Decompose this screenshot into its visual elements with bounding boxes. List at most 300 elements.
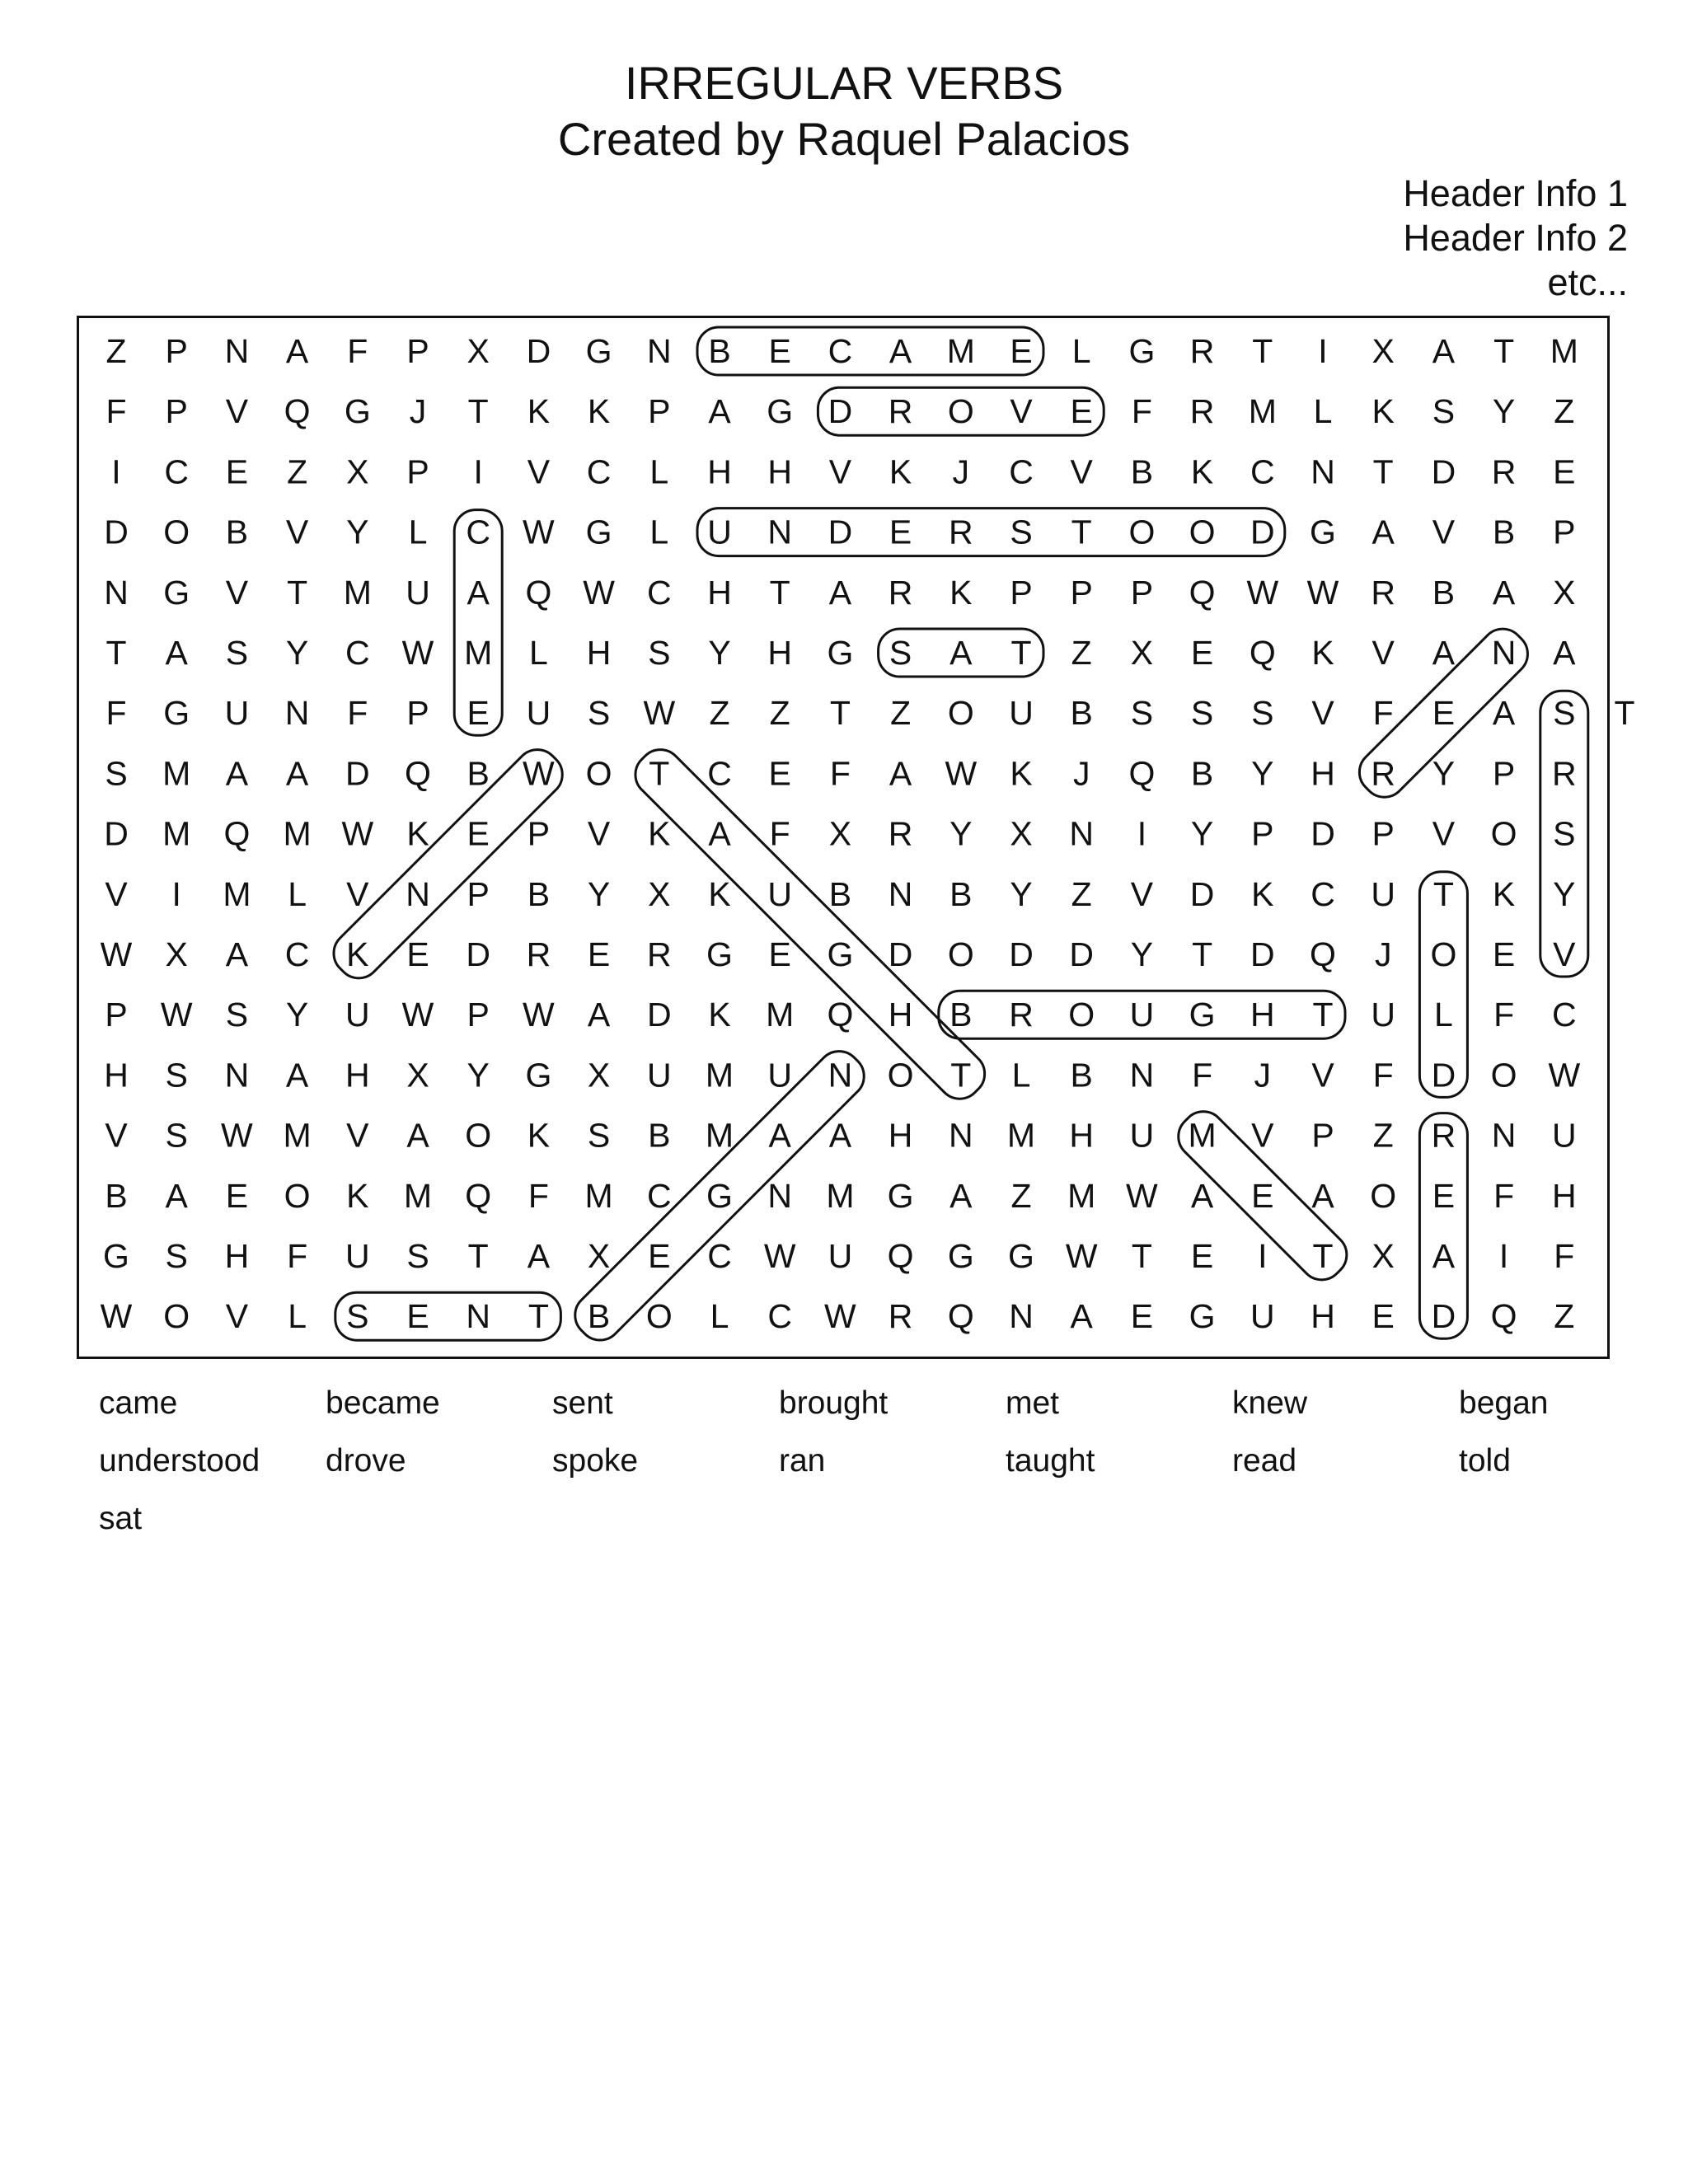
- grid-cell[interactable]: V: [1553, 935, 1576, 973]
- grid-cell[interactable]: K: [1010, 754, 1033, 793]
- grid-cell[interactable]: F: [1131, 392, 1152, 431]
- grid-cell[interactable]: R: [646, 935, 672, 973]
- grid-cell[interactable]: O: [163, 1297, 190, 1336]
- grid-cell[interactable]: N: [948, 1116, 973, 1155]
- grid-cell[interactable]: Q: [1310, 935, 1336, 973]
- grid-cell[interactable]: R: [1371, 754, 1396, 793]
- grid-cell[interactable]: Z: [1372, 1116, 1394, 1155]
- grid-cell[interactable]: P: [165, 332, 188, 370]
- grid-cell[interactable]: P: [105, 996, 128, 1034]
- grid-cell[interactable]: B: [950, 874, 973, 913]
- grid-cell[interactable]: I: [1258, 1237, 1268, 1275]
- grid-cell[interactable]: J: [409, 392, 427, 431]
- grid-cell[interactable]: M: [162, 754, 191, 793]
- grid-cell[interactable]: D: [1311, 814, 1335, 853]
- grid-cell[interactable]: O: [1430, 935, 1457, 973]
- grid-cell[interactable]: P: [1251, 814, 1274, 853]
- grid-cell[interactable]: S: [1553, 694, 1576, 733]
- grid-cell[interactable]: N: [466, 1297, 491, 1336]
- grid-cell[interactable]: Q: [223, 814, 251, 853]
- grid-cell[interactable]: V: [225, 573, 249, 612]
- grid-cell[interactable]: E: [467, 694, 490, 733]
- grid-cell[interactable]: L: [408, 513, 428, 551]
- grid-cell[interactable]: U: [828, 1237, 853, 1275]
- grid-cell[interactable]: W: [1246, 573, 1279, 612]
- grid-cell[interactable]: E: [1372, 1297, 1395, 1336]
- grid-cell[interactable]: P: [406, 452, 429, 491]
- grid-cell[interactable]: S: [1432, 392, 1456, 431]
- grid-cell[interactable]: E: [225, 452, 249, 491]
- grid-cell[interactable]: V: [1311, 1056, 1334, 1094]
- grid-cell[interactable]: Z: [1554, 1297, 1575, 1336]
- grid-cell[interactable]: N: [767, 1176, 793, 1215]
- grid-cell[interactable]: W: [643, 694, 676, 733]
- grid-cell[interactable]: V: [346, 874, 369, 913]
- grid-cell[interactable]: S: [105, 754, 128, 793]
- grid-cell[interactable]: B: [950, 996, 973, 1034]
- grid-cell[interactable]: C: [164, 452, 190, 491]
- grid-cell[interactable]: N: [1069, 814, 1095, 853]
- grid-cell[interactable]: G: [1189, 1297, 1216, 1336]
- grid-cell[interactable]: A: [950, 634, 973, 672]
- grid-cell[interactable]: L: [288, 874, 307, 913]
- grid-cell[interactable]: Y: [950, 814, 973, 853]
- grid-cell[interactable]: R: [888, 1297, 913, 1336]
- grid-cell[interactable]: B: [1070, 694, 1093, 733]
- grid-cell[interactable]: M: [584, 1176, 613, 1215]
- grid-cell[interactable]: V: [225, 392, 249, 431]
- grid-cell[interactable]: D: [1431, 452, 1456, 491]
- grid-cell[interactable]: B: [1432, 573, 1456, 612]
- grid-cell[interactable]: D: [466, 935, 491, 973]
- grid-cell[interactable]: P: [165, 392, 188, 431]
- grid-cell[interactable]: F: [1493, 996, 1515, 1034]
- grid-cell[interactable]: D: [104, 814, 129, 853]
- grid-cell[interactable]: E: [406, 1297, 429, 1336]
- grid-cell[interactable]: W: [523, 996, 555, 1034]
- grid-cell[interactable]: S: [225, 996, 249, 1034]
- grid-cell[interactable]: A: [285, 1056, 309, 1094]
- grid-cell[interactable]: M: [766, 996, 795, 1034]
- grid-cell[interactable]: C: [646, 573, 672, 612]
- grid-cell[interactable]: Q: [465, 1176, 492, 1215]
- grid-cell[interactable]: W: [100, 1297, 133, 1336]
- grid-cell[interactable]: Y: [1432, 754, 1456, 793]
- grid-cell[interactable]: E: [467, 814, 490, 853]
- grid-cell[interactable]: R: [888, 392, 913, 431]
- grid-cell[interactable]: R: [1009, 996, 1034, 1034]
- grid-cell[interactable]: O: [1128, 513, 1156, 551]
- grid-cell[interactable]: F: [347, 694, 368, 733]
- grid-cell[interactable]: U: [646, 1056, 672, 1094]
- grid-cell[interactable]: V: [1130, 874, 1154, 913]
- grid-cell[interactable]: M: [1188, 1116, 1217, 1155]
- grid-cell[interactable]: N: [1129, 1056, 1155, 1094]
- grid-cell[interactable]: K: [708, 874, 731, 913]
- grid-cell[interactable]: U: [1009, 694, 1034, 733]
- grid-cell[interactable]: A: [1432, 1237, 1456, 1275]
- grid-cell[interactable]: I: [1318, 332, 1328, 370]
- grid-cell[interactable]: M: [946, 332, 975, 370]
- grid-cell[interactable]: K: [527, 392, 551, 431]
- grid-cell[interactable]: N: [646, 332, 672, 370]
- grid-cell[interactable]: G: [585, 513, 612, 551]
- grid-cell[interactable]: C: [1250, 452, 1275, 491]
- grid-cell[interactable]: P: [467, 996, 490, 1034]
- grid-cell[interactable]: B: [467, 754, 490, 793]
- grid-cell[interactable]: S: [346, 1297, 369, 1336]
- grid-cell[interactable]: U: [1129, 1116, 1155, 1155]
- grid-cell[interactable]: O: [1490, 814, 1517, 853]
- grid-cell[interactable]: R: [526, 935, 551, 973]
- grid-cell[interactable]: E: [1492, 935, 1516, 973]
- grid-cell[interactable]: T: [106, 634, 127, 672]
- grid-cell[interactable]: O: [465, 1116, 492, 1155]
- grid-cell[interactable]: G: [163, 694, 190, 733]
- grid-cell[interactable]: V: [1432, 814, 1456, 853]
- grid-cell[interactable]: A: [285, 332, 309, 370]
- grid-cell[interactable]: C: [707, 1237, 732, 1275]
- grid-cell[interactable]: D: [1189, 874, 1215, 913]
- grid-cell[interactable]: K: [1190, 452, 1214, 491]
- grid-cell[interactable]: Y: [1251, 754, 1274, 793]
- grid-cell[interactable]: R: [948, 513, 973, 551]
- grid-cell[interactable]: H: [1551, 1176, 1577, 1215]
- grid-cell[interactable]: E: [1130, 1297, 1154, 1336]
- grid-cell[interactable]: S: [587, 694, 611, 733]
- grid-cell[interactable]: O: [163, 513, 190, 551]
- grid-cell[interactable]: E: [225, 1176, 249, 1215]
- grid-cell[interactable]: N: [1491, 634, 1517, 672]
- grid-cell[interactable]: K: [406, 814, 429, 853]
- grid-cell[interactable]: X: [406, 1056, 429, 1094]
- grid-cell[interactable]: K: [648, 814, 671, 853]
- grid-cell[interactable]: P: [467, 874, 490, 913]
- grid-cell[interactable]: H: [1311, 1297, 1335, 1336]
- grid-cell[interactable]: R: [1189, 332, 1215, 370]
- grid-cell[interactable]: J: [952, 452, 970, 491]
- grid-cell[interactable]: B: [648, 1116, 671, 1155]
- grid-cell[interactable]: S: [1251, 694, 1274, 733]
- grid-cell[interactable]: U: [1250, 1297, 1275, 1336]
- grid-cell[interactable]: V: [527, 452, 551, 491]
- grid-cell[interactable]: A: [406, 1116, 429, 1155]
- grid-cell[interactable]: X: [648, 874, 671, 913]
- grid-cell[interactable]: Z: [1554, 392, 1575, 431]
- grid-cell[interactable]: G: [706, 1176, 733, 1215]
- grid-cell[interactable]: T: [1312, 996, 1334, 1034]
- grid-cell[interactable]: O: [284, 1176, 311, 1215]
- grid-cell[interactable]: E: [1251, 1176, 1274, 1215]
- grid-cell[interactable]: V: [285, 513, 309, 551]
- grid-cell[interactable]: P: [406, 332, 429, 370]
- grid-cell[interactable]: W: [401, 634, 434, 672]
- grid-cell[interactable]: M: [162, 814, 191, 853]
- grid-cell[interactable]: S: [889, 634, 912, 672]
- grid-cell[interactable]: M: [826, 1176, 855, 1215]
- grid-cell[interactable]: R: [1431, 1116, 1456, 1155]
- grid-cell[interactable]: D: [104, 513, 129, 551]
- grid-cell[interactable]: T: [1131, 1237, 1152, 1275]
- grid-cell[interactable]: C: [646, 1176, 672, 1215]
- grid-cell[interactable]: Q: [284, 392, 311, 431]
- grid-cell[interactable]: T: [1071, 513, 1092, 551]
- grid-cell[interactable]: Q: [1128, 754, 1156, 793]
- grid-cell[interactable]: A: [1492, 694, 1516, 733]
- grid-cell[interactable]: U: [1371, 996, 1396, 1034]
- grid-cell[interactable]: N: [224, 1056, 250, 1094]
- grid-cell[interactable]: N: [1491, 1116, 1517, 1155]
- word-search-grid[interactable]: [77, 316, 1635, 1359]
- grid-cell[interactable]: W: [100, 935, 133, 973]
- grid-cell[interactable]: I: [473, 452, 483, 491]
- grid-cell[interactable]: M: [705, 1056, 734, 1094]
- grid-cell[interactable]: J: [1374, 935, 1392, 973]
- grid-cell[interactable]: T: [829, 694, 851, 733]
- grid-cell[interactable]: P: [1070, 573, 1093, 612]
- grid-cell[interactable]: G: [525, 1056, 552, 1094]
- grid-cell[interactable]: C: [466, 513, 491, 551]
- grid-cell[interactable]: C: [1009, 452, 1034, 491]
- grid-cell[interactable]: X: [1130, 634, 1154, 672]
- grid-cell[interactable]: K: [708, 996, 731, 1034]
- grid-cell[interactable]: B: [225, 513, 249, 551]
- grid-cell[interactable]: Y: [1492, 392, 1516, 431]
- grid-cell[interactable]: V: [225, 1297, 249, 1336]
- grid-cell[interactable]: V: [1432, 513, 1456, 551]
- grid-cell[interactable]: E: [587, 935, 611, 973]
- grid-cell[interactable]: Z: [709, 694, 730, 733]
- grid-cell[interactable]: T: [467, 392, 489, 431]
- grid-cell[interactable]: F: [1493, 1176, 1515, 1215]
- grid-cell[interactable]: W: [401, 996, 434, 1034]
- grid-cell[interactable]: X: [1553, 573, 1576, 612]
- grid-cell[interactable]: W: [824, 1297, 856, 1336]
- grid-cell[interactable]: A: [889, 754, 912, 793]
- grid-cell[interactable]: I: [171, 874, 181, 913]
- grid-cell[interactable]: A: [285, 754, 309, 793]
- grid-cell[interactable]: E: [1553, 452, 1576, 491]
- grid-cell[interactable]: G: [706, 935, 733, 973]
- grid-cell[interactable]: A: [527, 1237, 551, 1275]
- grid-cell[interactable]: A: [1311, 1176, 1334, 1215]
- grid-cell[interactable]: P: [648, 392, 671, 431]
- grid-cell[interactable]: P: [1311, 1116, 1334, 1155]
- grid-cell[interactable]: B: [1492, 513, 1516, 551]
- grid-cell[interactable]: R: [1491, 452, 1517, 491]
- grid-cell[interactable]: F: [829, 754, 851, 793]
- grid-cell[interactable]: W: [1306, 573, 1339, 612]
- letter-grid[interactable]: [79, 318, 1635, 1357]
- grid-cell[interactable]: T: [1192, 935, 1213, 973]
- grid-cell[interactable]: Q: [827, 996, 854, 1034]
- grid-cell[interactable]: N: [1311, 452, 1335, 491]
- grid-cell[interactable]: W: [1065, 1237, 1098, 1275]
- grid-cell[interactable]: Q: [1249, 634, 1276, 672]
- grid-cell[interactable]: B: [527, 874, 551, 913]
- grid-cell[interactable]: O: [1370, 1176, 1397, 1215]
- grid-cell[interactable]: Q: [525, 573, 552, 612]
- grid-cell[interactable]: P: [406, 694, 429, 733]
- grid-cell[interactable]: G: [1128, 332, 1156, 370]
- grid-cell[interactable]: A: [950, 1176, 973, 1215]
- grid-cell[interactable]: P: [1010, 573, 1033, 612]
- grid-cell[interactable]: A: [1492, 573, 1516, 612]
- grid-cell[interactable]: K: [346, 935, 369, 973]
- grid-cell[interactable]: O: [585, 754, 612, 793]
- grid-cell[interactable]: I: [1137, 814, 1147, 853]
- grid-cell[interactable]: W: [1548, 1056, 1581, 1094]
- grid-cell[interactable]: N: [406, 874, 430, 913]
- grid-cell[interactable]: W: [341, 814, 374, 853]
- grid-cell[interactable]: F: [769, 814, 790, 853]
- grid-cell[interactable]: E: [768, 754, 791, 793]
- grid-cell[interactable]: N: [224, 332, 250, 370]
- grid-cell[interactable]: Q: [1189, 573, 1216, 612]
- grid-cell[interactable]: N: [828, 1056, 853, 1094]
- grid-cell[interactable]: Y: [467, 1056, 490, 1094]
- grid-cell[interactable]: X: [1010, 814, 1033, 853]
- grid-cell[interactable]: Y: [1130, 935, 1154, 973]
- grid-cell[interactable]: A: [1372, 513, 1395, 551]
- grid-cell[interactable]: L: [1011, 1056, 1031, 1094]
- grid-cell[interactable]: T: [950, 1056, 972, 1094]
- grid-cell[interactable]: X: [587, 1056, 611, 1094]
- grid-cell[interactable]: O: [947, 392, 974, 431]
- grid-cell[interactable]: G: [103, 1237, 129, 1275]
- grid-cell[interactable]: O: [1189, 513, 1216, 551]
- grid-cell[interactable]: E: [1432, 1176, 1456, 1215]
- grid-cell[interactable]: C: [767, 1297, 793, 1336]
- grid-cell[interactable]: Y: [1190, 814, 1214, 853]
- grid-cell[interactable]: C: [828, 332, 853, 370]
- grid-cell[interactable]: W: [221, 1116, 253, 1155]
- grid-cell[interactable]: G: [163, 573, 190, 612]
- grid-cell[interactable]: U: [767, 874, 793, 913]
- grid-cell[interactable]: V: [587, 814, 611, 853]
- grid-cell[interactable]: D: [828, 513, 853, 551]
- grid-cell[interactable]: G: [1310, 513, 1336, 551]
- grid-cell[interactable]: O: [645, 1297, 673, 1336]
- grid-cell[interactable]: A: [225, 754, 249, 793]
- grid-cell[interactable]: K: [527, 1116, 551, 1155]
- grid-cell[interactable]: Z: [287, 452, 308, 491]
- grid-cell[interactable]: X: [828, 814, 852, 853]
- grid-cell[interactable]: T: [1312, 1237, 1334, 1275]
- grid-cell[interactable]: S: [1553, 814, 1576, 853]
- grid-cell[interactable]: P: [1492, 754, 1516, 793]
- grid-cell[interactable]: B: [1070, 1056, 1093, 1094]
- grid-cell[interactable]: R: [888, 814, 913, 853]
- grid-cell[interactable]: Q: [947, 1297, 974, 1336]
- grid-cell[interactable]: A: [828, 573, 852, 612]
- grid-cell[interactable]: E: [1190, 634, 1214, 672]
- grid-cell[interactable]: S: [1190, 694, 1214, 733]
- grid-cell[interactable]: O: [1068, 996, 1095, 1034]
- grid-cell[interactable]: Y: [1010, 874, 1033, 913]
- grid-cell[interactable]: F: [1372, 694, 1394, 733]
- grid-cell[interactable]: G: [887, 1176, 914, 1215]
- grid-cell[interactable]: F: [1554, 1237, 1575, 1275]
- grid-cell[interactable]: V: [1010, 392, 1033, 431]
- grid-cell[interactable]: G: [585, 332, 612, 370]
- grid-cell[interactable]: Z: [106, 332, 127, 370]
- grid-cell[interactable]: E: [889, 513, 912, 551]
- grid-cell[interactable]: F: [528, 1176, 549, 1215]
- grid-cell[interactable]: H: [767, 452, 793, 491]
- grid-cell[interactable]: Q: [887, 1237, 914, 1275]
- grid-cell[interactable]: F: [1192, 1056, 1213, 1094]
- grid-cell[interactable]: H: [104, 1056, 129, 1094]
- grid-cell[interactable]: S: [225, 634, 249, 672]
- grid-cell[interactable]: I: [1498, 1237, 1509, 1275]
- grid-cell[interactable]: D: [888, 935, 913, 973]
- grid-cell[interactable]: C: [284, 935, 310, 973]
- grid-cell[interactable]: T: [1010, 634, 1032, 672]
- grid-cell[interactable]: M: [223, 874, 251, 913]
- grid-cell[interactable]: B: [1190, 754, 1214, 793]
- grid-cell[interactable]: A: [165, 634, 188, 672]
- grid-cell[interactable]: D: [828, 392, 853, 431]
- grid-cell[interactable]: S: [648, 634, 671, 672]
- grid-cell[interactable]: S: [165, 1056, 188, 1094]
- grid-cell[interactable]: M: [1067, 1176, 1096, 1215]
- grid-cell[interactable]: R: [1551, 754, 1577, 793]
- grid-cell[interactable]: K: [950, 573, 973, 612]
- grid-cell[interactable]: O: [1490, 1056, 1517, 1094]
- grid-cell[interactable]: G: [767, 392, 794, 431]
- grid-cell[interactable]: Z: [1071, 634, 1092, 672]
- grid-cell[interactable]: B: [708, 332, 731, 370]
- grid-cell[interactable]: A: [708, 392, 731, 431]
- grid-cell[interactable]: L: [649, 513, 669, 551]
- grid-cell[interactable]: T: [1372, 452, 1394, 491]
- grid-cell[interactable]: N: [104, 573, 129, 612]
- grid-cell[interactable]: M: [464, 634, 493, 672]
- grid-cell[interactable]: F: [106, 392, 127, 431]
- grid-cell[interactable]: U: [224, 694, 250, 733]
- grid-cell[interactable]: M: [403, 1176, 433, 1215]
- grid-cell[interactable]: S: [1010, 513, 1033, 551]
- grid-cell[interactable]: H: [767, 634, 793, 672]
- grid-cell[interactable]: W: [523, 513, 555, 551]
- grid-cell[interactable]: H: [586, 634, 612, 672]
- grid-cell[interactable]: H: [345, 1056, 370, 1094]
- grid-cell[interactable]: X: [587, 1237, 611, 1275]
- grid-cell[interactable]: H: [1311, 754, 1335, 793]
- grid-cell[interactable]: D: [1069, 935, 1095, 973]
- grid-cell[interactable]: A: [225, 935, 249, 973]
- grid-cell[interactable]: O: [947, 935, 974, 973]
- grid-cell[interactable]: T: [287, 573, 308, 612]
- grid-cell[interactable]: T: [1614, 694, 1635, 733]
- grid-cell[interactable]: T: [1252, 332, 1273, 370]
- grid-cell[interactable]: K: [889, 452, 912, 491]
- grid-cell[interactable]: J: [1254, 1056, 1272, 1094]
- grid-cell[interactable]: L: [1433, 996, 1453, 1034]
- grid-cell[interactable]: T: [1493, 332, 1515, 370]
- grid-cell[interactable]: V: [828, 452, 852, 491]
- grid-cell[interactable]: A: [1070, 1297, 1093, 1336]
- grid-cell[interactable]: L: [710, 1297, 729, 1336]
- grid-cell[interactable]: U: [707, 513, 732, 551]
- grid-cell[interactable]: E: [1010, 332, 1033, 370]
- grid-cell[interactable]: W: [583, 573, 615, 612]
- grid-cell[interactable]: A: [587, 996, 611, 1034]
- grid-cell[interactable]: U: [1551, 1116, 1577, 1155]
- grid-cell[interactable]: Y: [708, 634, 731, 672]
- grid-cell[interactable]: A: [1432, 634, 1456, 672]
